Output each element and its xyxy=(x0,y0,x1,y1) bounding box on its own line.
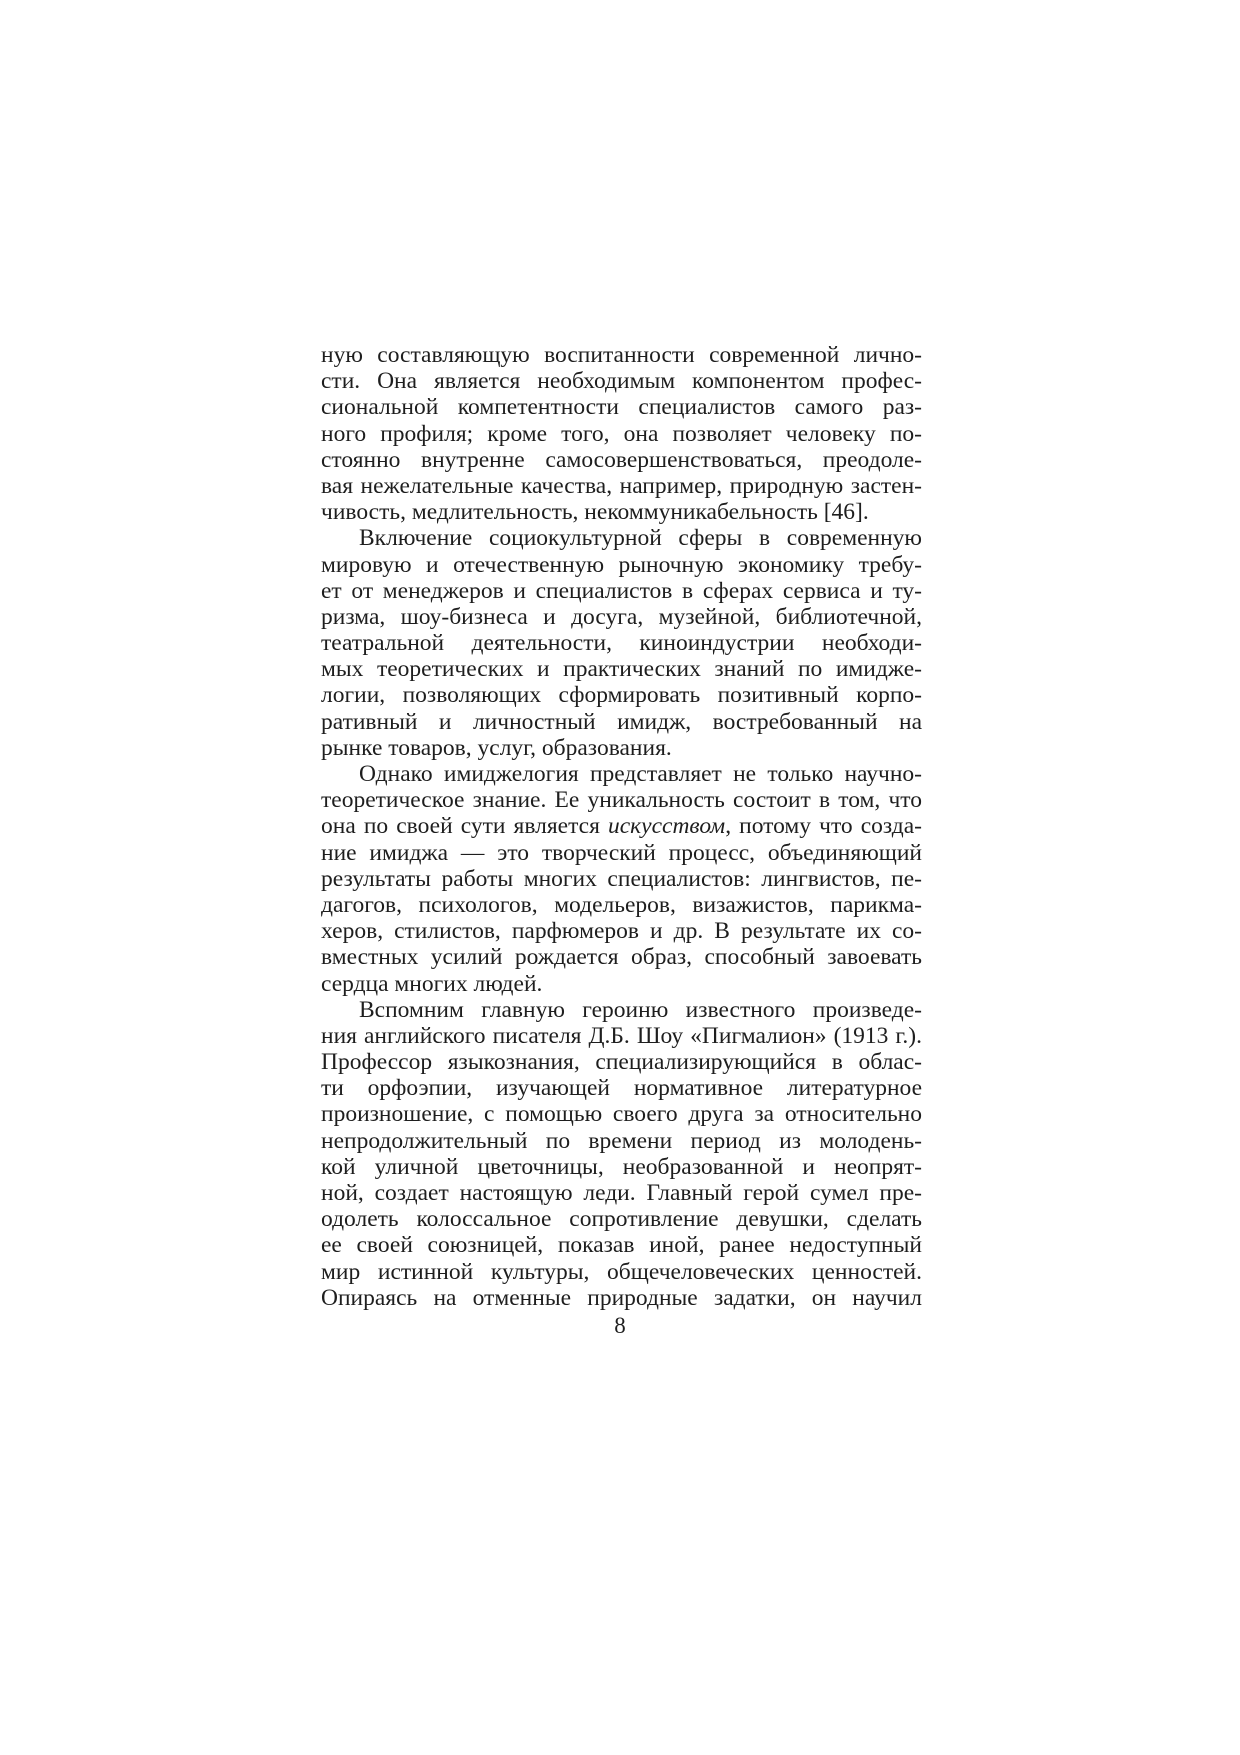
text-line: стоянно внутренне самосовершенствоваться, преодоле- xyxy=(321,446,922,473)
paragraph-3 xyxy=(321,761,922,997)
text-line: мировую и отечественную рыночную экономику требу- xyxy=(321,551,922,578)
text-line: сердца многих людей. xyxy=(321,970,543,997)
text-line: ние имиджа — это творческий процесс, объединяющий xyxy=(321,839,922,866)
text-line xyxy=(321,813,922,839)
body-text xyxy=(321,342,922,1311)
text-line: театральной деятельности, киноиндустрии необходи- xyxy=(321,630,922,657)
text-line: ративный и личностный имидж, востребованный на xyxy=(321,708,922,735)
text-line: мых теоретических и практических знаний по имидже- xyxy=(321,656,922,683)
text-line: дагогов, психологов, модельеров, визажистов, парикма- xyxy=(321,891,922,918)
text-line: мир истинной культуры, общечеловеческих ценностей. xyxy=(321,1258,922,1285)
text-line: сиональной компетентности специалистов самого раз- xyxy=(321,394,922,421)
text-line: ную составляющую воспитанности современной лично- xyxy=(321,342,922,368)
paragraph-2 xyxy=(321,525,922,761)
text-segment: , потому что созда- xyxy=(725,813,922,840)
paragraph-4 xyxy=(321,997,922,1311)
text-line: ее своей союзницей, показав иной, ранее недоступный xyxy=(321,1232,922,1259)
emphasis-word: искусством xyxy=(608,813,726,840)
text-line: логии, позволяющих сформировать позитивный корпо- xyxy=(321,682,922,709)
text-line: ризма, шоу-бизнеса и досуга, музейной, библиотечной, xyxy=(321,603,922,630)
text-line: чивость, медлительность, некоммуникабельность [46]. xyxy=(321,499,869,526)
text-line: ет от менеджеров и специалистов в сферах сервиса и ту- xyxy=(321,577,922,604)
text-line: ной, создает настоящую леди. Главный герой сумел пре- xyxy=(321,1180,922,1206)
text-line: херов, стилистов, парфюмеров и др. В результате их со- xyxy=(321,918,922,945)
text-line: Опираясь на отменные природные задатки, он научил xyxy=(321,1284,922,1311)
text-line: произношение, с помощью своего друга за относительно xyxy=(321,1101,922,1128)
text-line: результаты работы многих специалистов: лингвистов, пе- xyxy=(321,865,922,892)
text-line: ти орфоэпии, изучающей нормативное литературное xyxy=(321,1075,922,1102)
text-line: сти. Она является необходимым компонентом профес- xyxy=(321,368,922,395)
text-line: Однако имиджелогия представляет не только научно- xyxy=(359,761,922,787)
text-line: вая нежелательные качества, например, природную застен- xyxy=(321,472,922,499)
text-line: Включение социокультурной сферы в современную xyxy=(359,525,922,552)
text-line: рынке товаров, услуг, образования. xyxy=(321,734,672,761)
text-line: кой уличной цветочницы, необразованной и неопрят- xyxy=(321,1153,922,1180)
text-line: теоретическое знание. Ее уникальность состоит в том, что xyxy=(321,787,922,814)
text-line: ного профиля; кроме того, она позволяет человеку по- xyxy=(321,420,922,447)
page-number: 8 xyxy=(614,1313,626,1338)
text-line: Профессор языкознания, специализирующийся в облас- xyxy=(321,1049,922,1076)
text-segment: она по своей сути является xyxy=(321,813,608,840)
text-line: вместных усилий рождается образ, способный завоевать xyxy=(321,944,922,971)
text-line: одолеть колоссальное сопротивление девушки, сделать xyxy=(321,1206,922,1233)
paragraph-1 xyxy=(321,342,922,525)
text-line: непродолжительный по времени период из молодень- xyxy=(321,1127,922,1154)
text-line: ния английского писателя Д.Б. Шоу «Пигмалион» (1913 г.). xyxy=(321,1022,922,1049)
text-line: Вспомним главную героиню известного произведе- xyxy=(359,996,922,1023)
